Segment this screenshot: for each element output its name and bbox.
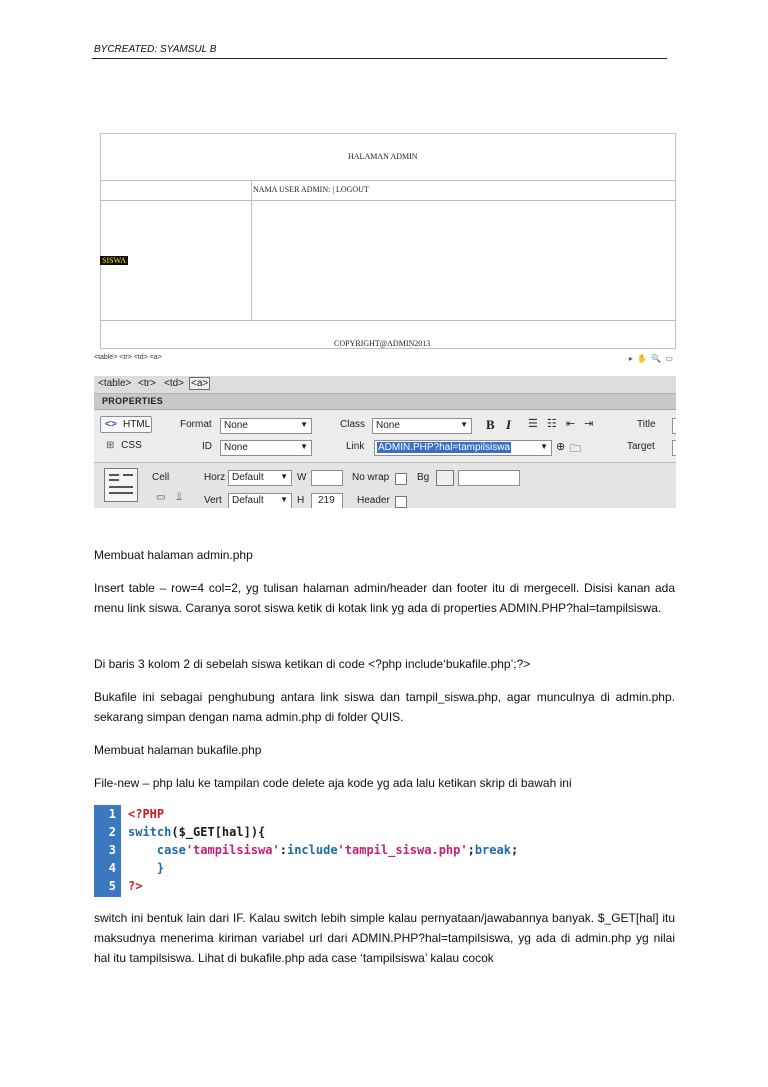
header-rule <box>92 58 667 59</box>
semicolon: ; <box>510 843 519 857</box>
closing-brace: } <box>156 861 165 875</box>
point-to-file-icon[interactable]: ⊕ <box>556 441 566 453</box>
horz-value: Default <box>232 472 264 483</box>
title-input[interactable] <box>672 418 676 434</box>
target-label: Target <box>627 441 655 452</box>
link-label: Link <box>346 441 365 452</box>
break-keyword: break <box>474 843 511 857</box>
line-number: 2 <box>108 825 116 839</box>
header-label: Header <box>357 495 390 506</box>
table-cell-icon <box>104 468 138 502</box>
class-value: None <box>376 420 400 431</box>
code-line-3 <box>128 843 518 857</box>
chevron-down-icon: ▼ <box>540 442 548 451</box>
status-bar-icons: ▸ ✋ 🔍 ▭ <box>628 354 674 363</box>
css-mode-button[interactable] <box>106 440 142 451</box>
design-view-screenshot <box>94 125 676 365</box>
bg-color-input[interactable] <box>458 470 520 486</box>
line-number: 4 <box>108 861 116 875</box>
height-value: 219 <box>318 495 335 506</box>
nowrap-label: No wrap <box>352 472 390 483</box>
h-label: H <box>297 495 305 506</box>
chevron-down-icon: ▼ <box>280 472 288 481</box>
header-checkbox[interactable] <box>395 496 407 508</box>
page-header: BYCREATED: SYAMSUL B <box>94 44 217 55</box>
php-open-tag: <?PHP <box>128 807 165 821</box>
tag-td[interactable]: <td> <box>164 378 185 389</box>
code-line-2 <box>128 825 265 839</box>
title-label: Title <box>637 419 656 430</box>
design-footer-text: COPYRIGHT@ADMIN2013 <box>334 339 431 348</box>
w-label: W <box>297 472 307 483</box>
html-mode-button[interactable] <box>100 416 152 433</box>
chevron-down-icon: ▼ <box>460 420 468 429</box>
tag-table[interactable]: <table> <box>98 378 132 389</box>
class-select[interactable] <box>372 418 472 434</box>
php-close-tag: ?> <box>128 879 143 893</box>
case-keyword: case <box>156 843 186 857</box>
design-user-row <box>100 180 676 201</box>
height-input[interactable] <box>311 493 343 508</box>
line-number: 1 <box>108 807 116 821</box>
merge-cells-icon[interactable]: ▭ <box>156 492 166 503</box>
list-indent-icons[interactable]: ☰ ☷ ⇤ ⇥ <box>528 418 597 430</box>
tag-tr[interactable]: <tr> <box>138 378 156 389</box>
italic-button[interactable]: I <box>506 417 512 432</box>
design-siswa-link[interactable]: SISWA <box>102 256 127 265</box>
design-tag-selector <box>94 354 676 366</box>
html-button-label: HTML <box>123 419 151 430</box>
properties-cell-section <box>94 463 676 508</box>
code-line-1 <box>128 807 164 821</box>
include-keyword: include <box>286 843 338 857</box>
properties-upper-section <box>94 410 676 463</box>
panel-tag-selector <box>94 376 676 394</box>
switch-keyword: switch <box>128 825 172 839</box>
nowrap-checkbox[interactable] <box>395 473 407 485</box>
css-button-label: CSS <box>121 440 142 451</box>
class-label: Class <box>340 419 366 430</box>
case-string: 'tampilsiswa' <box>185 843 280 857</box>
code-screenshot <box>94 805 660 897</box>
properties-title-bar <box>94 394 676 410</box>
width-input[interactable] <box>311 470 343 486</box>
line-number: 3 <box>108 843 116 857</box>
line-number-gutter <box>94 805 121 897</box>
paragraph-switch-explanation: switch ini bentuk lain dari IF. Kalau switch lebih simple kalau pernyataan/jawabannya banyak. $_GET[hal] itu maksudnya menerima kiriman variabel url dari ADMIN.PHP?hal=tampilsiswa, yg ada di admin.php yg nilai hal itu tampilsiswa. Lihat di bukafile.php ada case ‘tampilsiswa’ kalau cocok <box>94 911 675 965</box>
properties-panel-screenshot <box>94 376 676 508</box>
format-label: Format <box>180 419 212 430</box>
include-string: 'tampil_siswa.php' <box>337 843 468 857</box>
bg-color-picker[interactable] <box>436 470 454 486</box>
case-colon: : <box>279 843 287 857</box>
horz-select[interactable] <box>228 470 292 486</box>
switch-expression: ($_GET[hal]){ <box>171 825 266 839</box>
link-value: ADMIN.PHP?hal=tampilsiswa <box>378 442 510 453</box>
vert-label: Vert <box>204 495 222 506</box>
id-value: None <box>224 442 248 453</box>
code-brackets-icon: <> <box>105 419 117 430</box>
design-user-line: NAMA USER ADMIN: | LOGOUT <box>253 185 369 194</box>
paragraph-file-new: File-new – php lalu ke tampilan code delete aja kode yg ada lalu ketikan skrip di bawah ini <box>94 776 572 790</box>
target-input[interactable] <box>672 440 676 456</box>
bold-button[interactable]: B <box>486 417 495 432</box>
id-select[interactable] <box>220 440 312 456</box>
line-number: 5 <box>108 879 116 893</box>
split-cell-icon[interactable]: ⫫ <box>176 491 183 503</box>
section-heading-admin: Membuat halaman admin.php <box>94 548 253 562</box>
id-label: ID <box>202 441 212 452</box>
link-input[interactable] <box>374 440 552 456</box>
code-line-4 <box>128 861 164 875</box>
chevron-down-icon: ▼ <box>280 495 288 504</box>
properties-title: PROPERTIES <box>102 396 164 406</box>
vert-value: Default <box>232 495 264 506</box>
tag-selector-text[interactable]: <table> <tr> <td> <a> <box>94 354 162 361</box>
paragraph-bukafile: Bukafile ini sebagai penghubung antara link siswa dan tampil_siswa.php, agar munculnya di admin.php. sekarang simpan dengan nama admin.php di folder QUIS. <box>94 690 675 724</box>
tag-a[interactable]: <a> <box>191 378 209 389</box>
vert-select[interactable] <box>228 493 292 508</box>
chevron-down-icon: ▼ <box>300 442 308 451</box>
bg-label: Bg <box>417 472 430 483</box>
chevron-down-icon: ▼ <box>300 420 308 429</box>
design-page-title: HALAMAN ADMIN <box>348 152 418 161</box>
cell-label: Cell <box>152 472 170 483</box>
folder-icon[interactable]: 🗀 <box>570 443 581 455</box>
code-line-5 <box>128 879 142 893</box>
semicolon: ; <box>467 843 475 857</box>
horz-label: Horz <box>204 472 226 483</box>
paragraph-include-code: Di baris 3 kolom 2 di sebelah siswa ketikan di code <?php include‘bukafile.php’;?> <box>94 657 531 671</box>
css-icon: ⊞ <box>106 440 115 451</box>
paragraph-insert-table: Insert table – row=4 col=2, yg tulisan halaman admin/header dan footer itu di mergecell. Disisi kanan ada menu link siswa. Caranya sorot siswa ketik di kotak link yg ada di properties ADMIN.PHP?hal=tampilsiswa. <box>94 581 675 615</box>
design-user-divider <box>251 180 252 201</box>
format-value: None <box>224 420 248 431</box>
section-heading-bukafile: Membuat halaman bukafile.php <box>94 743 262 757</box>
format-select[interactable] <box>220 418 312 434</box>
